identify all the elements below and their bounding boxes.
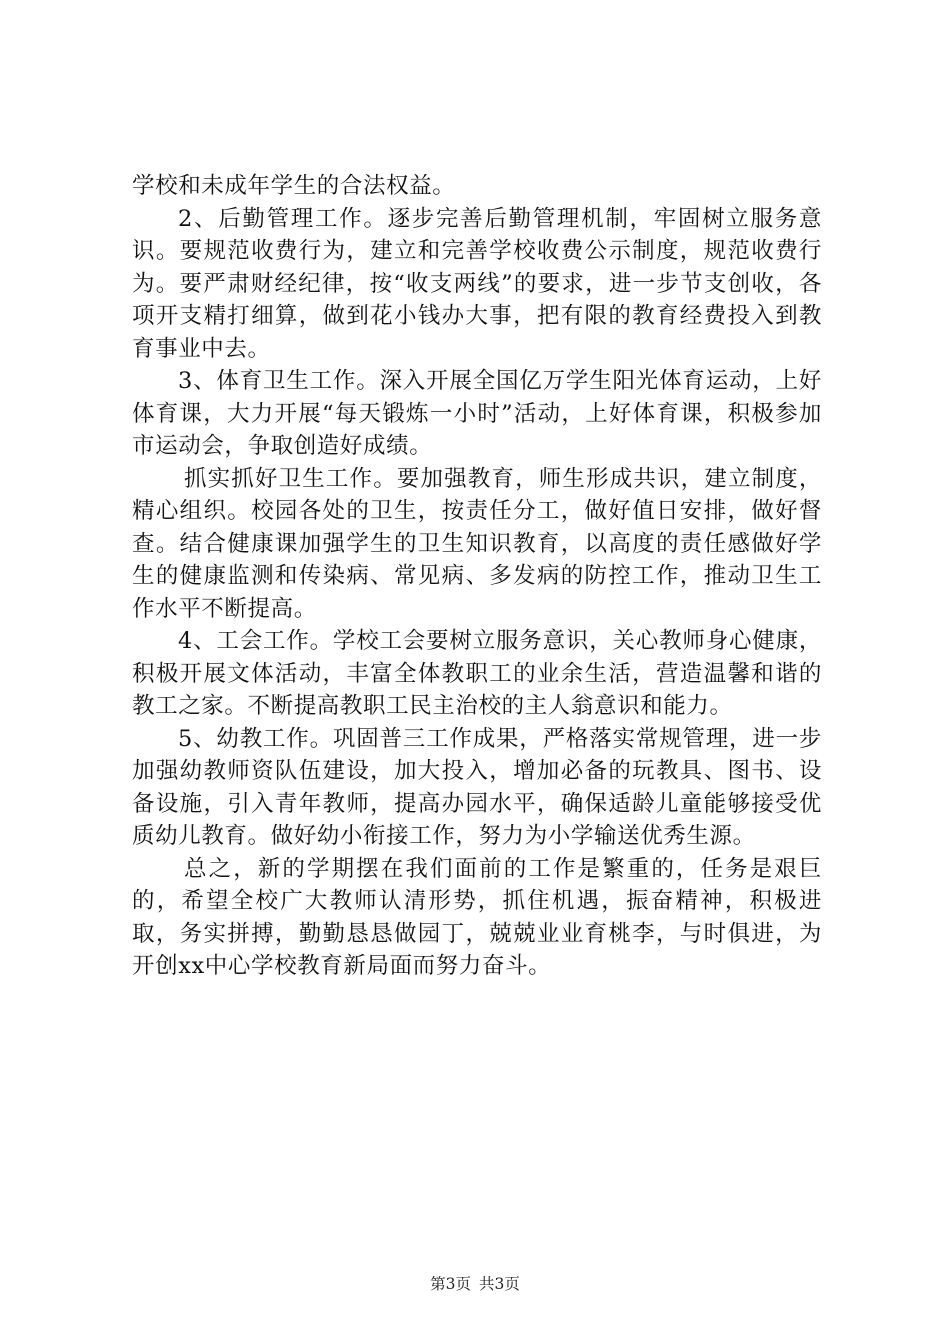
document-body — [132, 170, 822, 983]
paragraph-continuation: 学校和未成年学生的合法权益。 — [132, 173, 456, 199]
paragraph-union: 4、工会工作。学校工会要树立服务意识，关心教师身心健康，积极开展文体活动，丰富全体教职工的业余生活，营造温馨和谐的教工之家。不断提高教职工民主治校的主人翁意识和能力。 — [132, 628, 822, 719]
page-total: 共3页 — [479, 1275, 520, 1293]
page-number: 第3页 — [430, 1275, 471, 1293]
paragraph-conclusion: 总之，新的学期摆在我们面前的工作是繁重的，任务是艰巨的，希望全校广大教师认清形势，抓住机遇，振奋精神，积极进取，务实拼搏，勤勤恳恳做园丁，兢兢业业育桃李，与时俱进，为开创xx中心学校教育新局面而努力奋斗。 — [132, 855, 822, 979]
paragraph-hygiene: 抓实抓好卫生工作。要加强教育，师生形成共识，建立制度，精心组织。校园各处的卫生，按责任分工，做好值日安排，做好督查。结合健康课加强学生的卫生知识教育，以高度的责任感做好学生的健康监测和传染病、常见病、多发病的防控工作，推动卫生工作水平不断提高。 — [132, 465, 822, 622]
paragraph-logistics: 2、后勤管理工作。逐步完善后勤管理机制，牢固树立服务意识。要规范收费行为，建立和完善学校收费公示制度，规范收费行为。要严肃财经纪律，按“收支两线”的要求，进一步节支创收，各项开支精打细算，做到花小钱办大事，把有限的教育经费投入到教育事业中去。 — [132, 205, 822, 362]
page-footer — [0, 1274, 950, 1294]
paragraph-sports-health: 3、体育卫生工作。深入开展全国亿万学生阳光体育运动，上好体育课，大力开展“每天锻炼一小时”活动，上好体育课，积极参加市运动会，争取创造好成绩。 — [132, 368, 822, 459]
paragraph-preschool: 5、幼教工作。巩固普三工作成果，严格落实常规管理，进一步加强幼教师资队伍建设，加大投入，增加必备的玩教具、图书、设备设施，引入青年教师，提高办园水平，确保适龄儿童能够接受优质幼儿教育。做好幼小衔接工作，努力为小学输送优秀生源。 — [132, 725, 822, 849]
